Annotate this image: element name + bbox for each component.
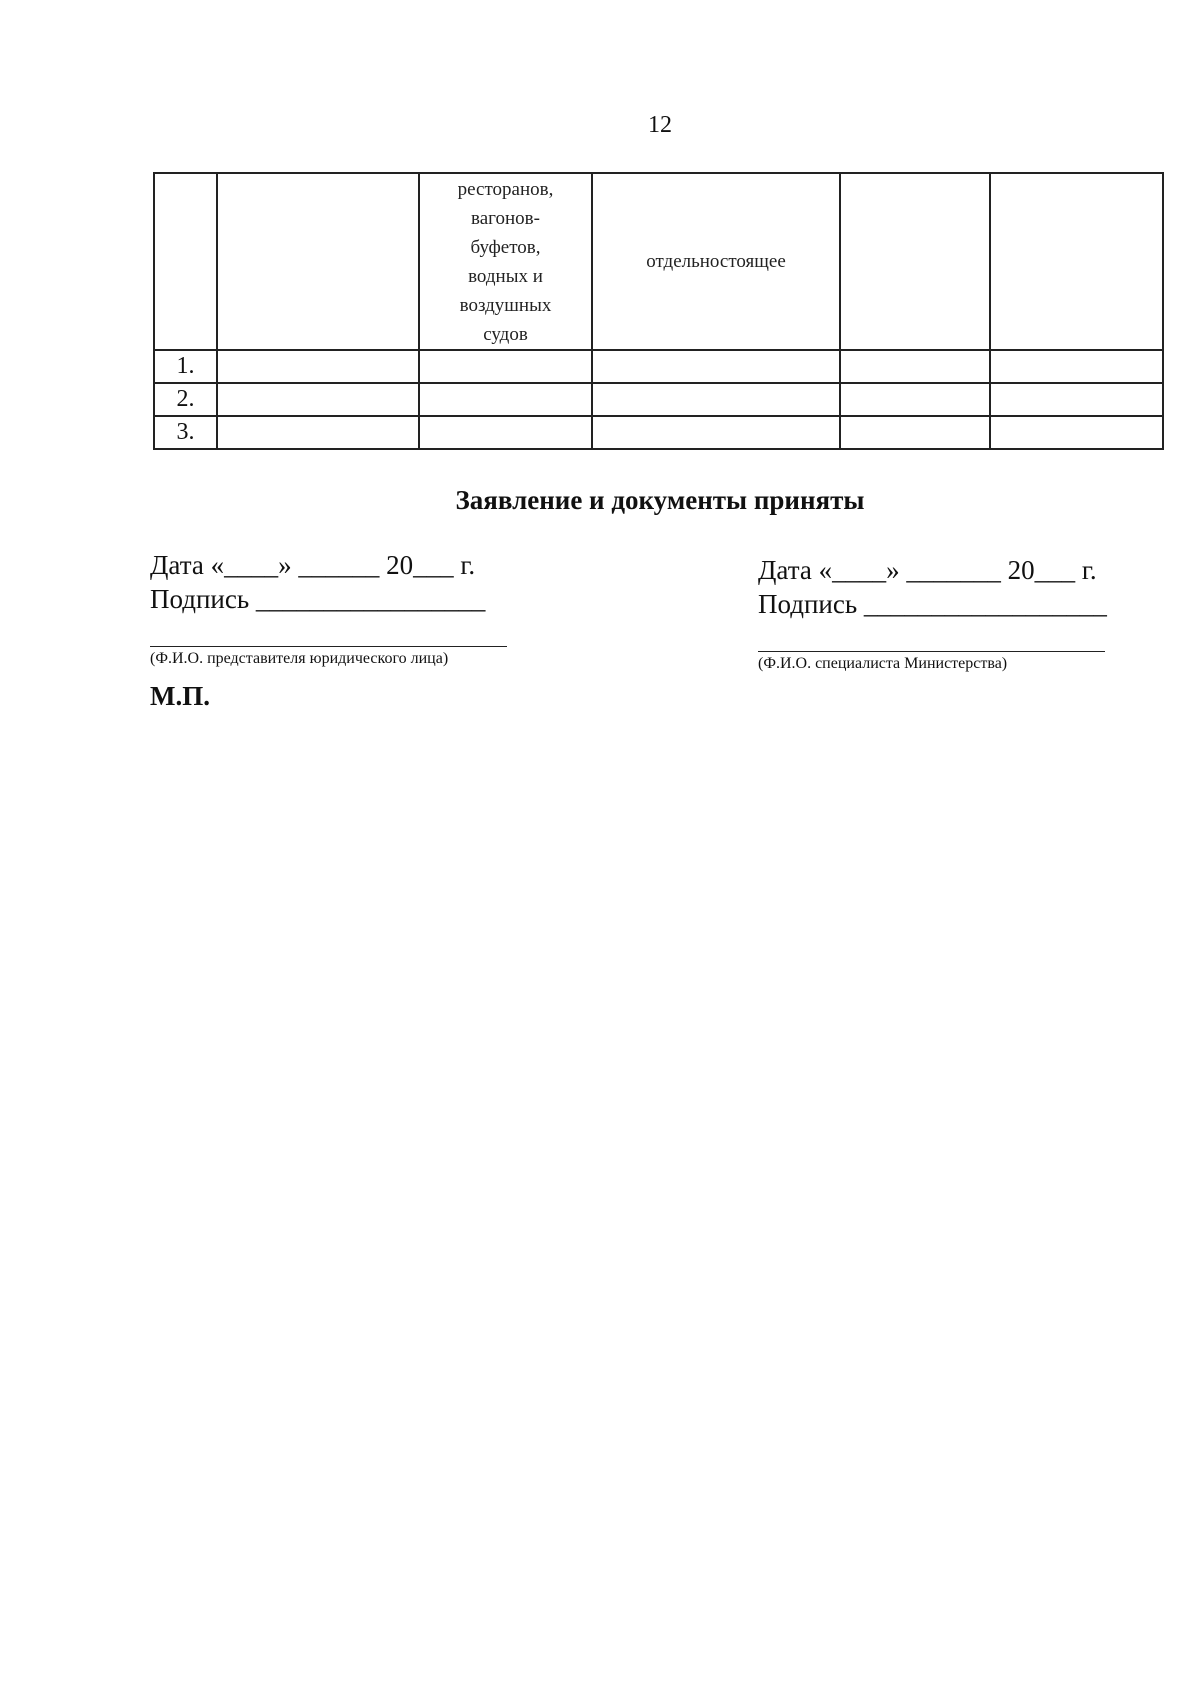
table-header-row (154, 173, 1163, 350)
table-cell (840, 416, 990, 449)
table-cell (592, 383, 840, 416)
table-cell (990, 383, 1163, 416)
table-cell (990, 350, 1163, 383)
specialist-date-line: Дата «____» _______ 20___ г. (758, 555, 1097, 585)
table-cell (419, 416, 592, 449)
stamp-place-label: М.П. (150, 681, 210, 711)
table-cell (990, 416, 1163, 449)
table-cell (419, 350, 592, 383)
table-cell (592, 350, 840, 383)
applicant-name-caption: (Ф.И.О. представителя юридического лица) (150, 650, 449, 667)
row-number: 1. (154, 350, 217, 383)
table-cell (592, 416, 840, 449)
table-row (154, 383, 1163, 416)
table-cell (217, 350, 419, 383)
row-number: 3. (154, 416, 217, 449)
applicant-sign-line: Подпись _________________ (150, 584, 486, 614)
specialist-signature-block (758, 553, 1178, 673)
registration-table (153, 172, 1164, 450)
specialist-name-caption: (Ф.И.О. специалиста Министерства) (758, 655, 1008, 672)
applicant-date-line: Дата «____» ______ 20___ г. (150, 550, 476, 580)
table-row (154, 416, 1163, 449)
header-cell-num (154, 173, 217, 350)
specialist-name-rule (758, 651, 1105, 652)
header-cell-restaurants: ресторанов, вагонов- буфетов, водных и воздушных судов (419, 173, 592, 350)
table-cell (840, 350, 990, 383)
applicant-name-rule (150, 646, 507, 647)
table-cell (217, 383, 419, 416)
accepted-title: Заявление и документы приняты (455, 485, 865, 515)
header-cell-6 (990, 173, 1163, 350)
table-cell (840, 383, 990, 416)
header-cell-standalone: отдельностоящее (592, 173, 840, 350)
table-row (154, 350, 1163, 383)
applicant-signature-block (150, 548, 570, 668)
header-cell-5 (840, 173, 990, 350)
page-number: 12 (648, 112, 672, 138)
specialist-sign-line: Подпись __________________ (758, 589, 1107, 619)
header-cell-name (217, 173, 419, 350)
row-number: 2. (154, 383, 217, 416)
table-cell (419, 383, 592, 416)
table-cell (217, 416, 419, 449)
